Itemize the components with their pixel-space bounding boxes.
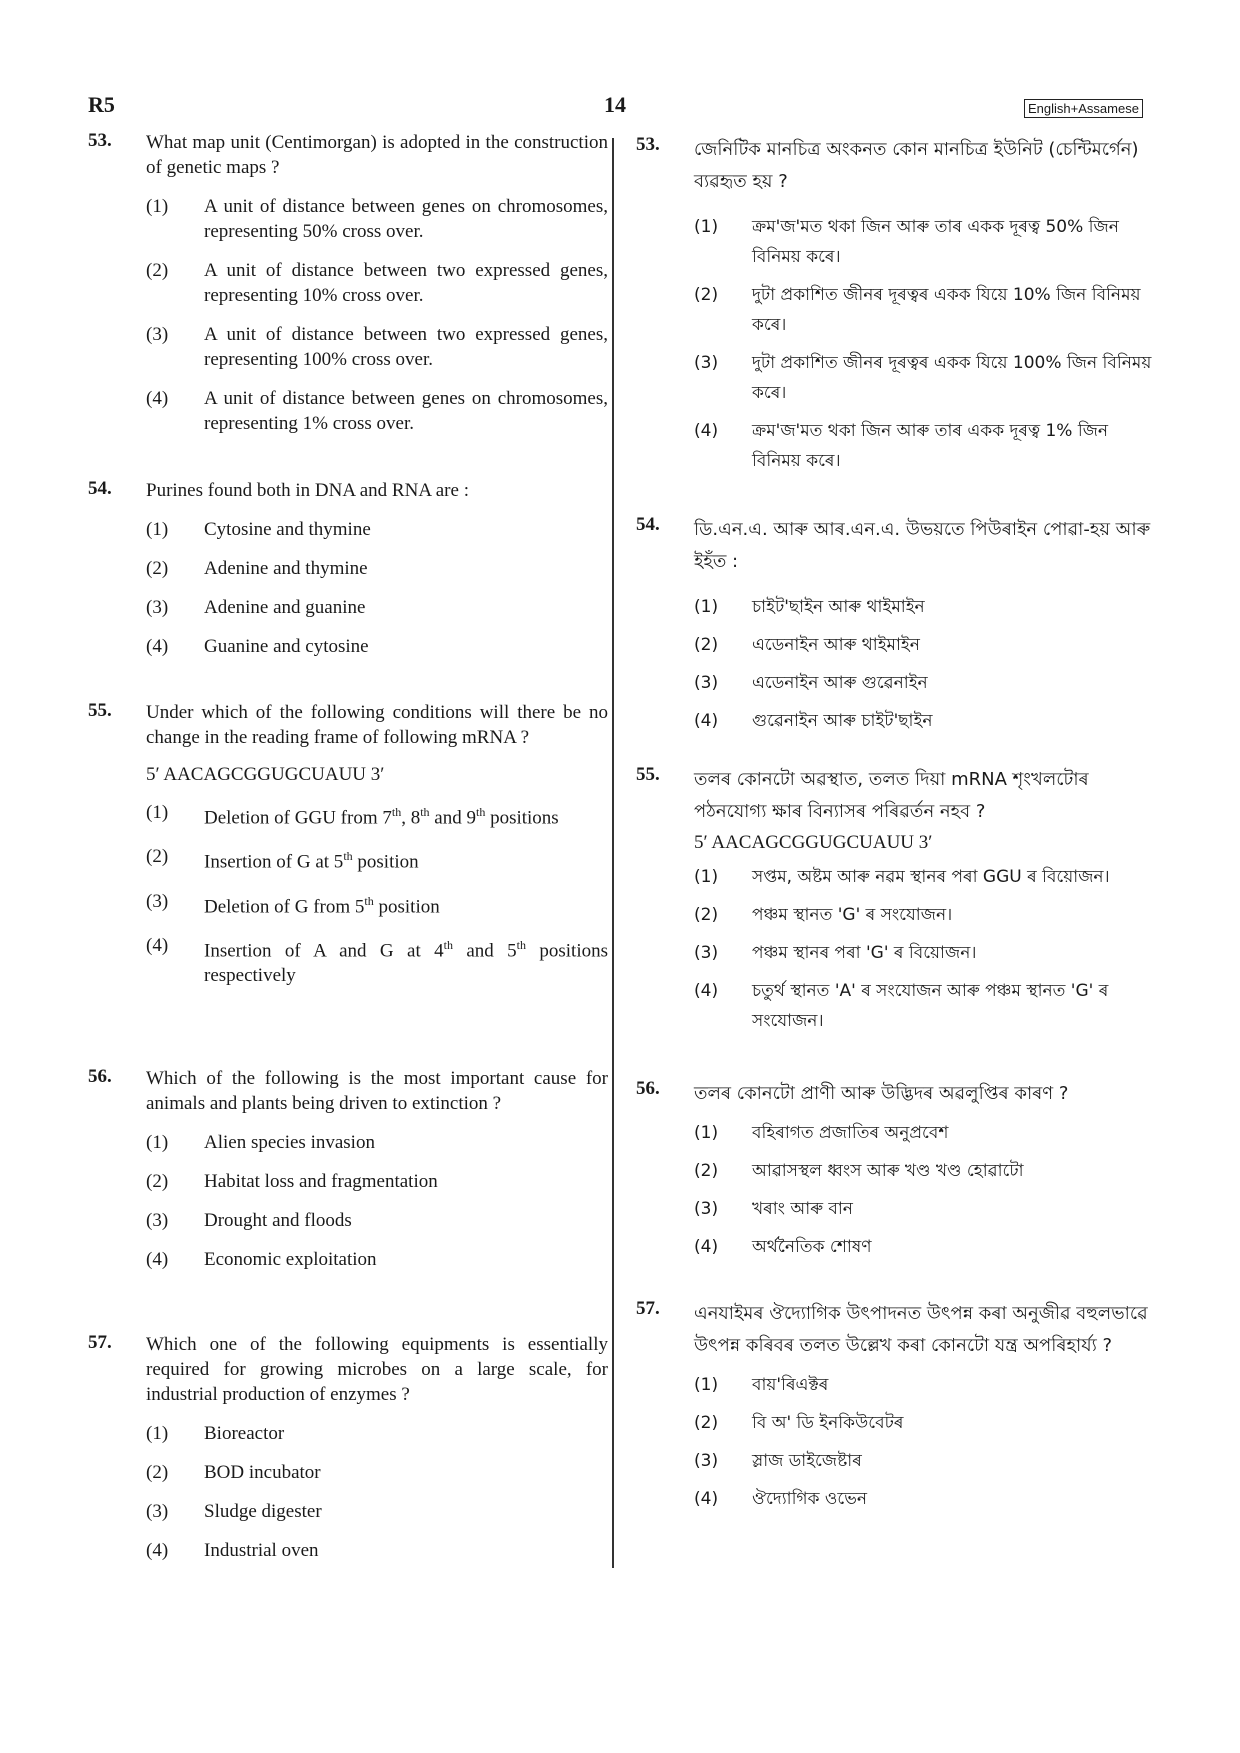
option-text: অৰ্থনৈতিক শোষণ [752,1237,872,1257]
question-number: 54. [88,478,112,499]
option-number: (2) [146,558,169,579]
option-text: Alien species invasion [204,1132,375,1153]
option [146,889,608,919]
option-number: (1) [146,196,169,217]
option-number: (2) [146,846,169,868]
option [694,212,1156,272]
option-text: ঔদ্যোগিক ওভেন [752,1489,868,1509]
option-number: (2) [694,905,719,925]
option-number: (1) [694,1375,719,1395]
option [694,976,1156,1036]
option [694,280,1156,340]
option-number: (3) [694,1199,719,1219]
question-number: 57. [636,1298,660,1319]
option-number: (1) [146,1423,169,1444]
option-number: (3) [146,890,169,912]
option [694,706,1156,736]
option [694,1232,1156,1262]
option [694,1156,1156,1186]
option-number: (1) [146,802,169,823]
option [694,416,1156,476]
option-number: (2) [694,1413,719,1433]
question-57-en [88,1332,608,1577]
option-text: চতুৰ্থ স্থানত 'A' ৰ সংযোজন আৰু পঞ্চম স্থানত 'G' ৰ সংযোজন। [752,981,1109,1031]
option-text: Insertion of A and G at 4th and 5th positions respectively [204,937,609,987]
option-number: (4) [694,1237,719,1257]
option [146,194,608,244]
option-number: (3) [146,1210,169,1231]
option-text: পঞ্চম স্থানত 'G' ৰ সংযোজন। [752,905,953,925]
option [146,933,608,988]
option-text: BOD incubator [204,1462,321,1483]
option [146,595,608,620]
option-text: A unit of distance between two expressed genes, representing 10% cross over. [204,260,608,306]
option-text: Bioreactor [204,1423,285,1444]
option [146,1499,608,1524]
paper-code: R5 [88,92,115,117]
option [694,630,1156,660]
question-56-en [88,1066,608,1286]
language-badge: English+Assamese [1024,99,1143,118]
option-text: স্লাজ ডাইজেষ্টাৰ [752,1451,862,1471]
option [146,1460,608,1485]
option-text: Drought and floods [204,1210,352,1231]
option-text: বহিৰাগত প্ৰজাতিৰ অনুপ্ৰবেশ [752,1123,949,1143]
option [146,322,608,372]
option-number: (1) [146,519,169,540]
option-text: সপ্তম, অষ্টম আৰু নৱম স্থানৰ পৰা GGU ৰ বিয়োজন। [752,867,1110,887]
option-text: A unit of distance between genes on chromosomes, representing 1% cross over. [204,388,608,434]
option [146,258,608,308]
option-number: (3) [146,1501,169,1522]
question-54-as [636,514,1156,744]
option [146,1421,608,1446]
option-text: ক্ৰম'জ'মত থকা জিন আৰু তাৰ একক দূৰত্ব 50% জিন বিনিময় কৰে। [752,217,1119,267]
option-number: (2) [694,285,719,305]
option-number: (3) [694,943,719,963]
option-text: Habitat loss and fragmentation [204,1171,438,1192]
question-text: তলৰ কোনটো প্ৰাণী আৰু উদ্ভিদৰ অৱলুপ্তিৰ কাৰণ ? [694,1083,1069,1104]
option-text: ক্ৰম'জ'মত থকা জিন আৰু তাৰ একক দূৰত্ব 1% জিন বিনিময় কৰে। [752,421,1109,471]
option [146,800,608,830]
option-number: (3) [694,353,719,373]
mrna-sequence: 5′ AACAGCGGUGCUAUU 3′ [146,764,385,785]
question-text: ডি.এন.এ. আৰু আৰ.এন.এ. উভয়তে পিউৰাইন পোৱা-হয় আৰু ইহঁত : [694,519,1151,572]
option-number: (3) [146,324,169,345]
option-text: বায়'ৰিএক্টৰ [752,1375,829,1395]
option-number: (4) [694,981,719,1001]
option-number: (2) [146,1171,169,1192]
option [694,592,1156,622]
column-divider [612,138,614,1568]
option-text: বি অ' ডি ইনকিউবেটৰ [752,1413,904,1433]
option-text: Guanine and cytosine [204,636,369,657]
option-number: (4) [694,1489,719,1509]
option-text: গুৱেনাইন আৰু চাইট'ছাইন [752,711,933,731]
page-number: 14 [604,92,626,117]
option-number: (4) [146,934,169,956]
option-text: Adenine and thymine [204,558,368,579]
question-text: What map unit (Centimorgan) is adopted in the construction of genetic maps ? [146,132,608,178]
option [694,348,1156,408]
option-number: (4) [694,421,719,441]
option [146,517,608,542]
option-number: (2) [146,260,169,281]
question-text: Which one of the following equipments is essentially required for growing microbes on a large scale, for industrial production of enzymes ? [146,1334,608,1405]
question-text: Under which of the following conditions will there be no change in the reading frame of following mRNA ? [146,702,608,748]
option [146,1247,608,1272]
question-text: Which of the following is the most important cause for animals and plants being driven to extinction ? [146,1068,608,1114]
option [694,1446,1156,1476]
option [146,556,608,581]
option-number: (4) [146,1540,169,1561]
option [146,1169,608,1194]
option-text: চাইট'ছাইন আৰু থাইমাইন [752,597,925,617]
option [694,1408,1156,1438]
option-text: এডেনাইন আৰু গুৱেনাইন [752,673,928,693]
option-text: A unit of distance between two expressed genes, representing 100% cross over. [204,324,608,370]
option-text: খৰাং আৰু বান [752,1199,853,1219]
question-number: 55. [636,764,660,785]
question-56-as [636,1078,1156,1270]
option-text: Insertion of G at 5th position [204,849,419,873]
question-text: জেনিটিক মানচিত্ৰ অংকনত কোন মানচিত্ৰ ইউনিট (চেন্টিমৰ্গেন) ব্যৱহৃত হয় ? [694,139,1139,192]
mrna-sequence: 5′ AACAGCGGUGCUAUU 3′ [694,832,933,853]
question-53-as [636,134,1156,484]
option-number: (2) [694,635,719,655]
option [146,844,608,874]
option-number: (1) [694,1123,719,1143]
option-number: (1) [146,1132,169,1153]
question-number: 56. [88,1066,112,1087]
question-57-as [636,1298,1156,1522]
option [694,900,1156,930]
option [694,938,1156,968]
question-55-en [88,700,608,1002]
option [694,1370,1156,1400]
option-text: Adenine and guanine [204,597,366,618]
option [146,1130,608,1155]
option-number: (3) [146,597,169,618]
option-text: Cytosine and thymine [204,519,371,540]
option-number: (4) [146,1249,169,1270]
question-text: তলৰ কোনটো অৱস্থাত, তলত দিয়া mRNA শৃংখলটোৰ পঠনযোগ্য ক্ষাৰ বিন্যাসৰ পৰিৱৰ্তন নহব ? [694,769,1089,822]
option-number: (4) [146,636,169,657]
option-number: (3) [694,673,719,693]
option-number: (4) [694,711,719,731]
option-text: এডেনাইন আৰু থাইমাইন [752,635,920,655]
question-54-en [88,478,608,673]
option-text: Deletion of G from 5th position [204,893,440,917]
option-number: (1) [694,867,719,887]
option-text: Industrial oven [204,1540,319,1561]
option [146,1538,608,1563]
option [146,386,608,436]
option-number: (3) [694,1451,719,1471]
option [694,668,1156,698]
option-text: আৱাসস্থল ধ্বংস আৰু খণ্ড খণ্ড হোৱাটো [752,1161,1024,1181]
option [146,634,608,659]
option-text: পঞ্চম স্থানৰ পৰা 'G' ৰ বিয়োজন। [752,943,977,963]
question-number: 54. [636,514,660,535]
question-number: 57. [88,1332,112,1353]
option-text: দুটা প্ৰকাশিত জীনৰ দূৰত্বৰ একক যিয়ে 10% জিন বিনিময় কৰে। [752,285,1141,335]
option-number: (2) [694,1161,719,1181]
option-text: দুটা প্ৰকাশিত জীনৰ দূৰত্বৰ একক যিয়ে 100% জিন বিনিময় কৰে। [752,353,1152,403]
option-text: Economic exploitation [204,1249,377,1270]
option [694,1194,1156,1224]
question-number: 55. [88,700,112,721]
option [694,1484,1156,1514]
option [694,1118,1156,1148]
question-number: 56. [636,1078,660,1099]
option-text: Deletion of GGU from 7th, 8th and 9th positions [204,805,559,829]
question-number: 53. [636,134,660,155]
question-55-as [636,764,1156,1044]
question-text: এনযাইমৰ ঔদ্যোগিক উৎপাদনত উৎপন্ন কৰা অনুজীৱ বহুলভাৱে উৎপন্ন কৰিবৰ তলত উল্লেখ কৰা কোনটো যন্ত্ৰ অপৰিহাৰ্য্য ? [694,1303,1148,1356]
option-text: Sludge digester [204,1501,322,1522]
option-text: A unit of distance between genes on chromosomes, representing 50% cross over. [204,196,608,242]
option-number: (1) [694,217,719,237]
option-number: (2) [146,1462,169,1483]
question-text: Purines found both in DNA and RNA are : [146,480,469,501]
option [694,862,1156,892]
option-number: (4) [146,388,169,409]
question-53-en [88,130,608,450]
option [146,1208,608,1233]
question-number: 53. [88,130,112,151]
option-number: (1) [694,597,719,617]
